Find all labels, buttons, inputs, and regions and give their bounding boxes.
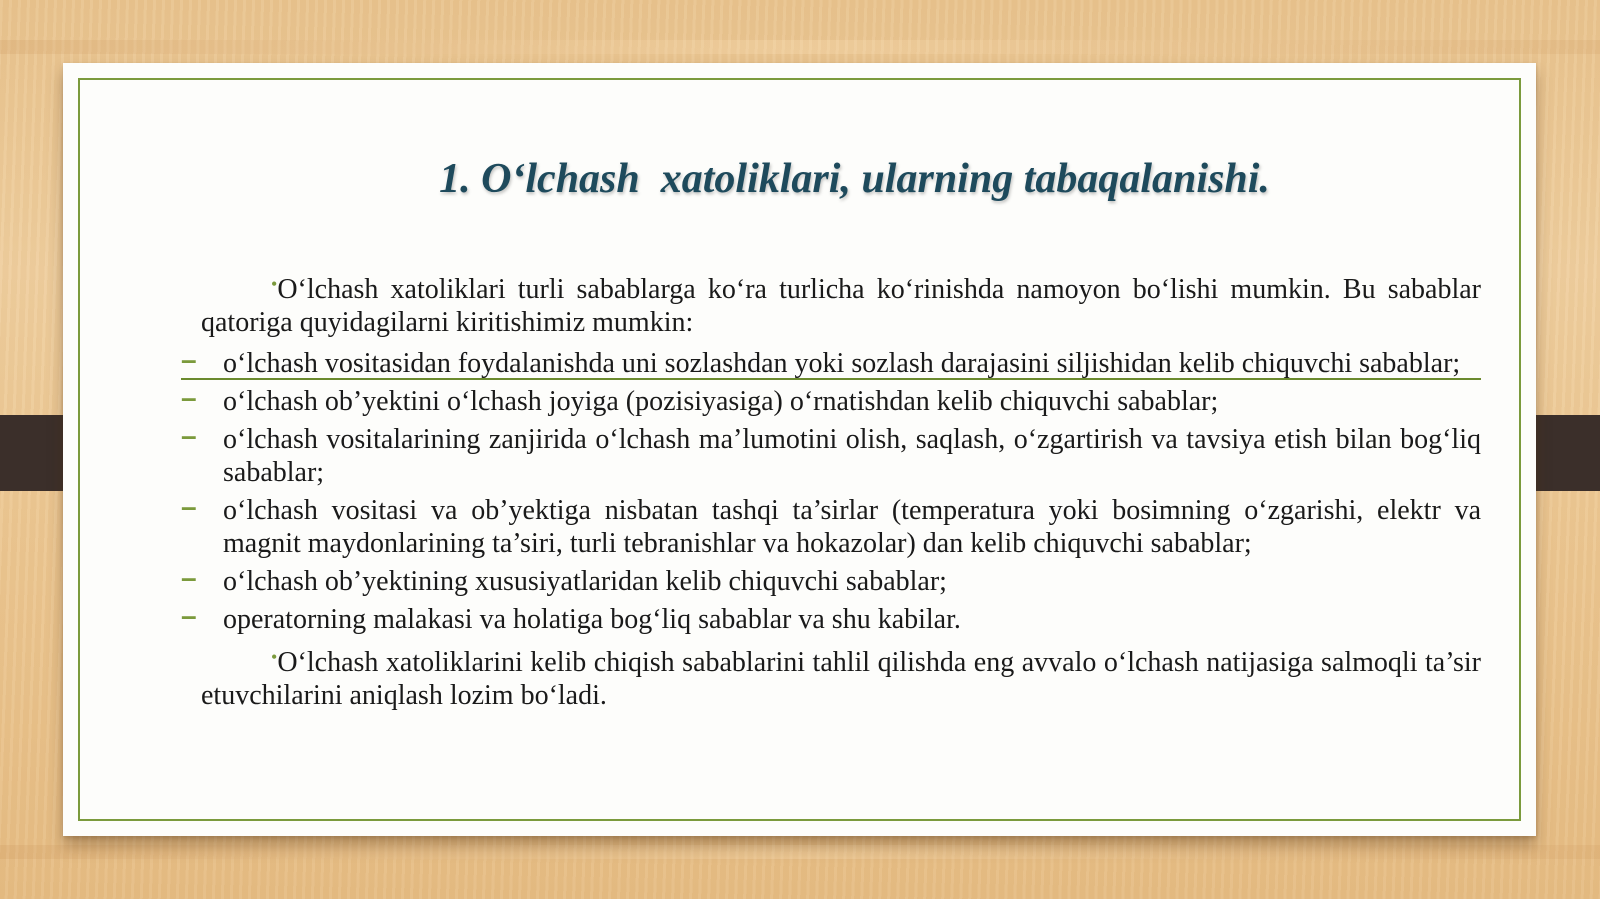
bullet-icon: • [271, 274, 278, 294]
causes-list [181, 344, 1481, 636]
slide-content [181, 268, 1481, 712]
bullet-icon: • [271, 647, 278, 667]
list-item-text: o‘lchash ob’yektining xususiyatlaridan kelib chiquvchi sabablar; [223, 566, 947, 597]
conclusion-paragraph [181, 641, 1481, 712]
dash-icon: – [181, 344, 197, 375]
list-item-text: o‘lchash vositasidan foydalanishda uni sozlashdan yoki sozlash darajasini siljishidan kelib chiquvchi sabablar; [223, 348, 1461, 379]
intro-text: O‘lchash xatoliklari turli sabablarga ko‘ra turlicha ko‘rinishda namoyon bo‘lishi mumkin. Bu sabablar qatoriga quyidagilarni kiritishimiz mumkin: [201, 274, 1481, 338]
list-item-text: o‘lchash vositasi va ob’yektiga nisbatan tashqi ta’sirlar (temperatura yoki bosimning o‘zgarishi, elektr va magnit maydonlarining ta’siri, turli tebranishlar va hokazolar) dan kelib chiquvchi sabablar; [223, 495, 1481, 559]
wood-streak [0, 40, 1600, 54]
dash-icon: – [181, 382, 197, 413]
list-item [181, 562, 1481, 598]
dash-icon: – [181, 562, 197, 593]
dash-icon: – [181, 600, 197, 631]
slide-title: 1. O‘lchash xatoliklari, ularning tabaqalanishi. [439, 156, 1270, 202]
slide-card [63, 63, 1536, 836]
list-item [181, 491, 1481, 560]
list-item-text: o‘lchash ob’yektini o‘lchash joyiga (pozisiyasiga) o‘rnatishdan kelib chiquvchi sabablar; [223, 386, 1219, 417]
wood-streak [0, 845, 1600, 859]
intro-paragraph [181, 268, 1481, 339]
list-item [181, 420, 1481, 489]
list-item-text: operatorning malakasi va holatiga bog‘liq sabablar va shu kabilar. [223, 604, 961, 635]
list-item [181, 344, 1481, 380]
list-item-text: o‘lchash vositalarining zanjirida o‘lchash ma’lumotini olish, saqlash, o‘zgartirish va tavsiya etish bilan bog‘liq sabablar; [223, 424, 1481, 488]
conclusion-text: O‘lchash xatoliklarini kelib chiqish sabablarini tahlil qilishda eng avvalo o‘lchash natijasiga salmoqli ta’sir etuvchilarini aniqlash lozim bo‘ladi. [201, 647, 1481, 711]
dash-icon: – [181, 420, 197, 451]
dash-icon: – [181, 491, 197, 522]
list-item [181, 382, 1481, 418]
list-item [181, 600, 1481, 636]
